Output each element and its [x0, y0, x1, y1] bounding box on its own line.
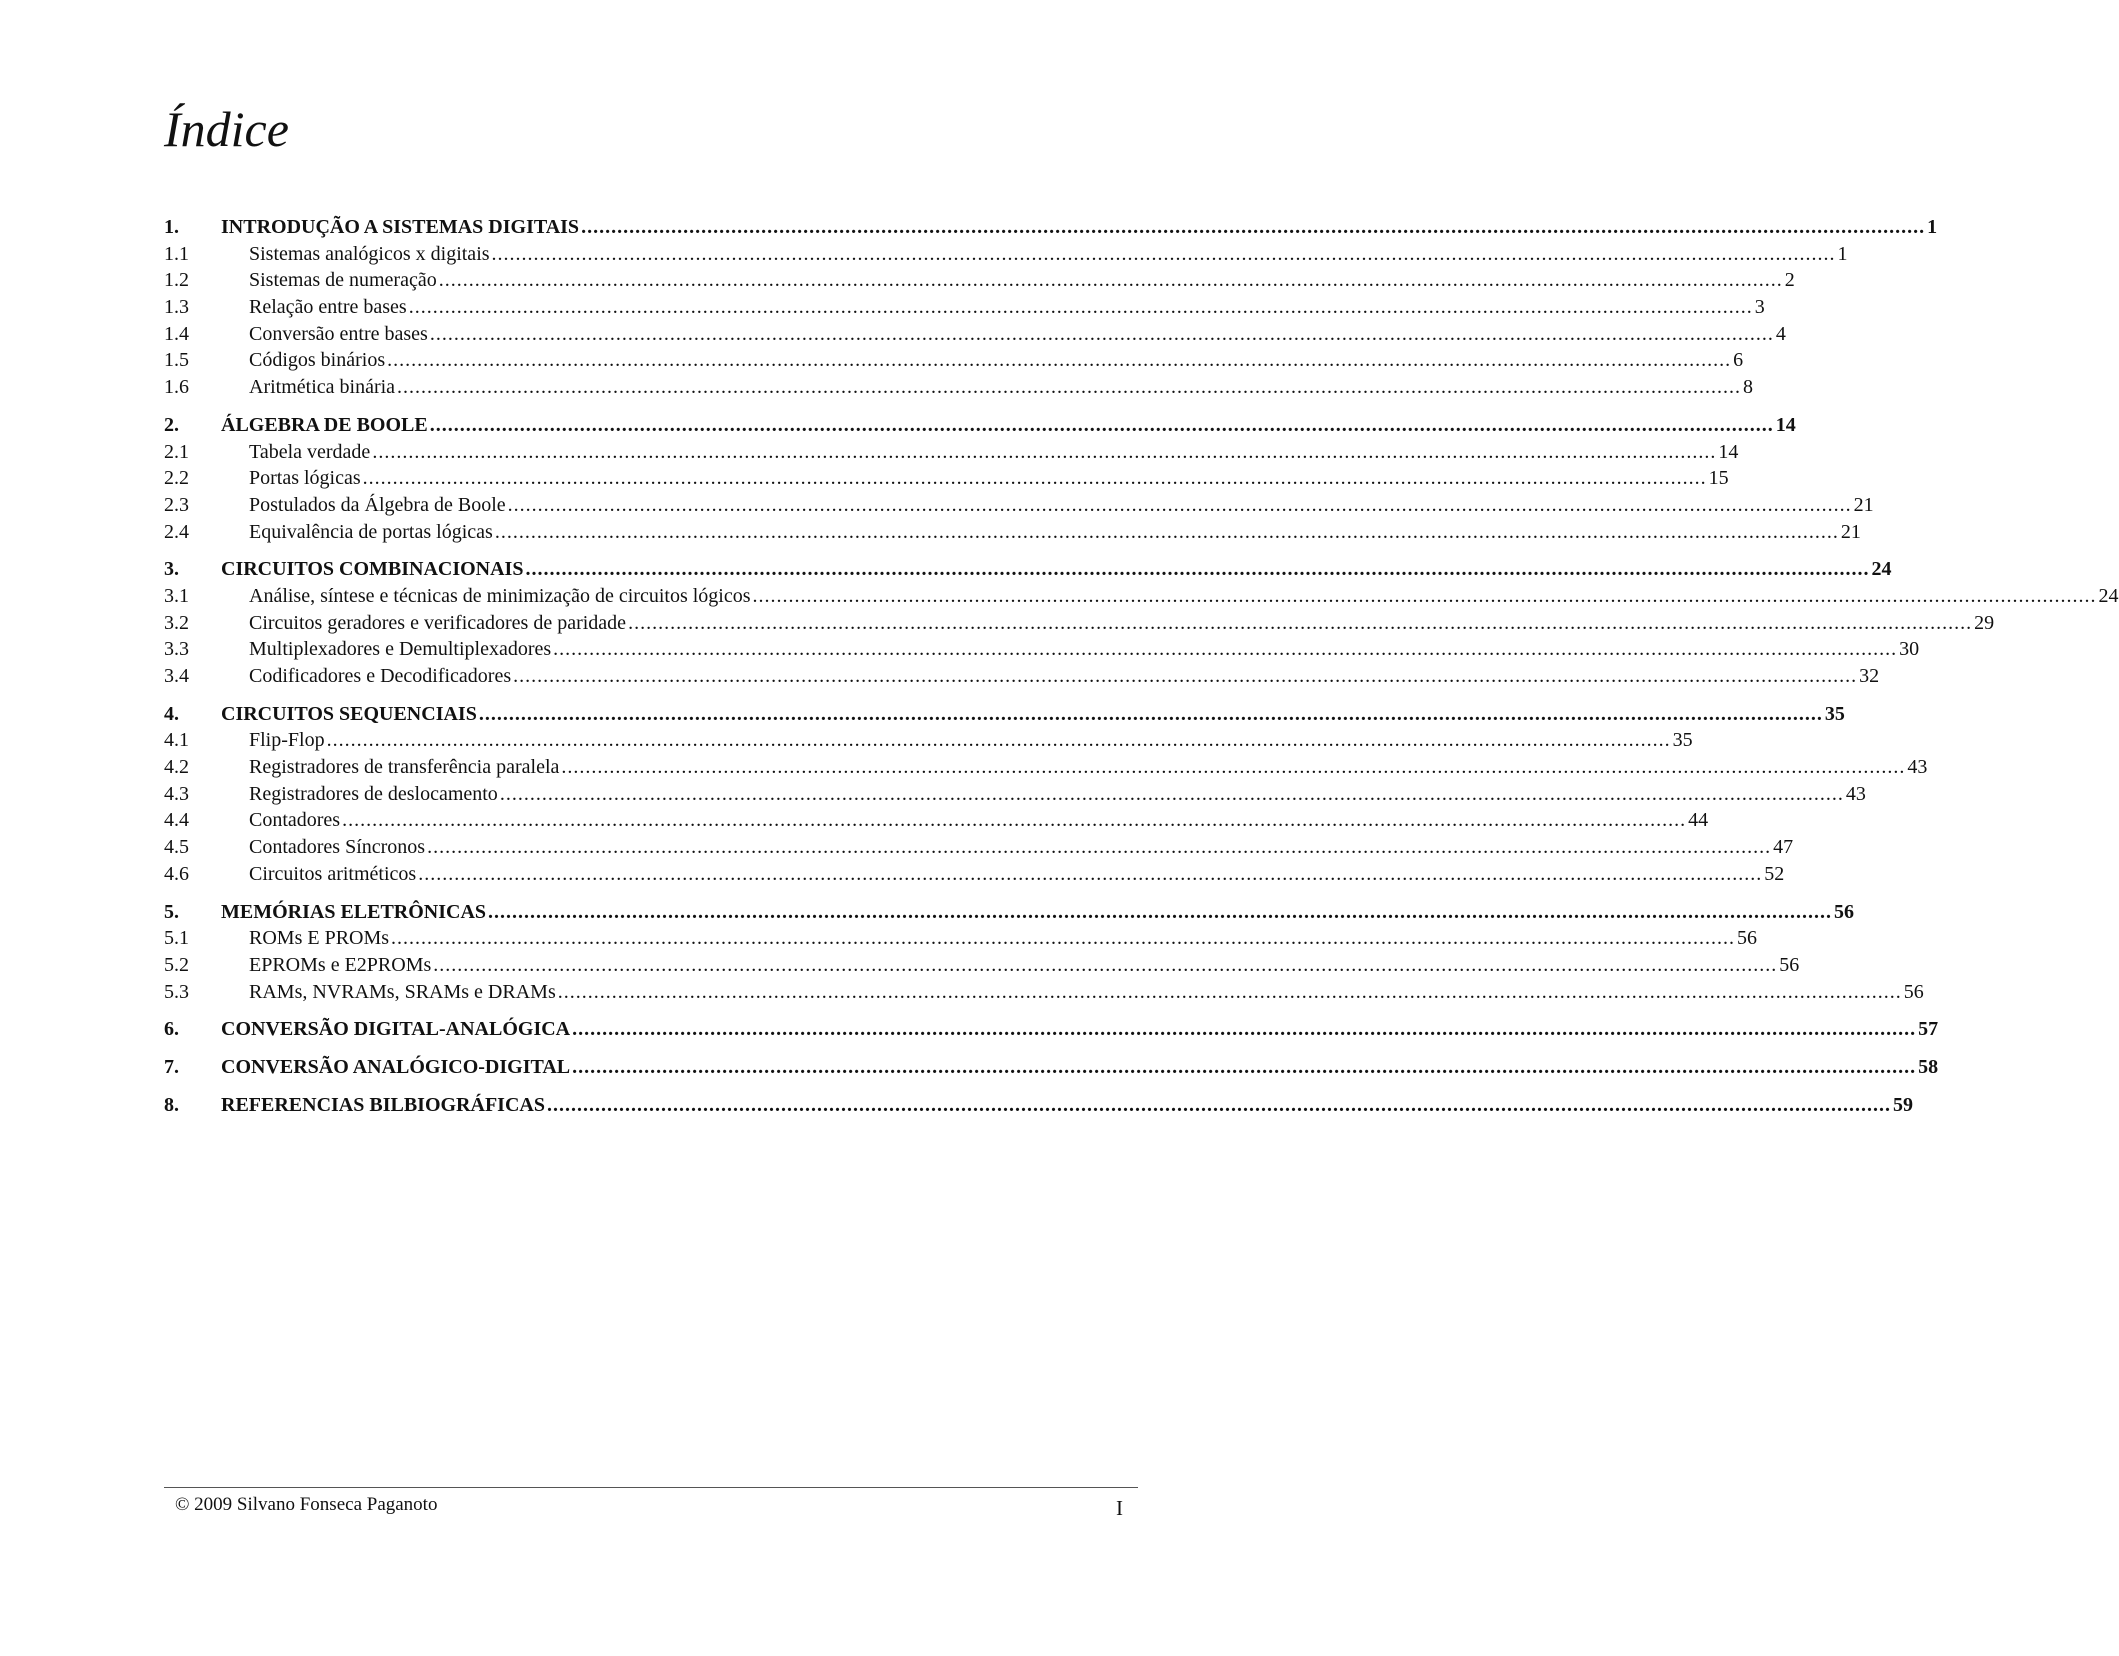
- toc-entry-number: 4.: [164, 702, 179, 725]
- toc-entry-title: Contadores Síncronos: [249, 836, 426, 859]
- toc-entry-title: Conversão entre bases: [249, 322, 428, 345]
- toc-entry-number: 3.: [164, 558, 179, 581]
- toc-chapter-entry[interactable]: [164, 214, 1938, 241]
- toc-entry-page: 44: [1688, 809, 1709, 832]
- toc-dot-leader: [340, 807, 1688, 834]
- toc-entry-page: 14: [1775, 413, 1796, 436]
- toc-entry-number: 2.4: [164, 520, 189, 543]
- toc-section-entry[interactable]: [164, 465, 1729, 492]
- toc-entry-number: 2.3: [164, 493, 189, 516]
- toc-entry-number: 2.1: [164, 440, 189, 463]
- toc-entry-number: 4.4: [164, 809, 189, 832]
- toc-dot-leader: [579, 214, 1927, 241]
- toc-entry-page: 6: [1733, 349, 1744, 372]
- toc-chapter-entry[interactable]: [164, 556, 1892, 583]
- toc-entry-title: Sistemas de numeração: [249, 269, 437, 292]
- toc-dot-leader: [570, 1054, 1918, 1081]
- toc-entry-number: 3.3: [164, 638, 189, 661]
- toc-section-entry[interactable]: [164, 727, 1693, 754]
- toc-entry-page: 56: [1737, 927, 1758, 950]
- toc-entry-number: 1.3: [164, 296, 189, 319]
- toc-entry-title: CIRCUITOS COMBINACIONAIS: [221, 558, 524, 581]
- toc-entry-page: 21: [1840, 520, 1861, 543]
- toc-dot-leader: [431, 952, 1779, 979]
- toc-entry-title: Multiplexadores e Demultiplexadores: [249, 638, 552, 661]
- toc-dot-leader: [428, 321, 1776, 348]
- toc-entry-title: REFERENCIAS BILBIOGRÁFICAS: [221, 1093, 545, 1116]
- toc-dot-leader: [389, 925, 1737, 952]
- toc-entry-number: 5.2: [164, 953, 189, 976]
- toc-dot-leader: [493, 519, 1841, 546]
- toc-section-entry[interactable]: [164, 492, 1874, 519]
- toc-entry-number: 2.: [164, 413, 179, 436]
- toc-entry-number: 5.: [164, 900, 179, 923]
- toc-entry-number: 3.2: [164, 611, 189, 634]
- toc-dot-leader: [395, 374, 1743, 401]
- toc-entry-page: 1: [1927, 216, 1938, 238]
- toc-entry-page: 21: [1853, 493, 1874, 516]
- toc-entry-page: 30: [1899, 638, 1920, 661]
- toc-section-entry[interactable]: [164, 834, 1794, 861]
- toc-entry-title: Contadores: [249, 809, 341, 832]
- toc-entry-title: Registradores de deslocamento: [249, 782, 498, 805]
- toc-dot-leader: [437, 267, 1785, 294]
- toc-section-entry[interactable]: [164, 267, 1795, 294]
- toc-entry-title: Codificadores e Decodificadores: [249, 665, 512, 687]
- toc-entry-page: 59: [1892, 1093, 1913, 1116]
- toc-dot-leader: [385, 347, 1733, 374]
- toc-section-entry[interactable]: [164, 979, 1924, 1006]
- toc-dot-leader: [545, 1092, 1893, 1119]
- toc-section-entry[interactable]: [164, 321, 1786, 348]
- toc-entry-number: 1.: [164, 216, 179, 238]
- toc-entry-page: 8: [1743, 376, 1754, 399]
- footer-copyright: © 2009 Silvano Fonseca Paganoto: [175, 1494, 438, 1515]
- toc-entry-number: 6.: [164, 1018, 179, 1041]
- toc-section-entry[interactable]: [164, 374, 1754, 401]
- toc-entry-number: 1.4: [164, 322, 189, 345]
- toc-dot-leader: [498, 781, 1846, 808]
- toc-entry-number: 3.4: [164, 665, 189, 687]
- toc-section-entry[interactable]: [164, 663, 1880, 690]
- toc-entry-number: 4.1: [164, 729, 189, 752]
- toc-entry-page: 29: [1974, 611, 1995, 634]
- toc-entry-number: 7.: [164, 1055, 179, 1078]
- toc-entry-title: Registradores de transferência paralela: [249, 756, 560, 779]
- toc-section-entry[interactable]: [164, 347, 1744, 374]
- toc-entry-number: 3.1: [164, 584, 189, 607]
- toc-entry-title: Análise, síntese e técnicas de minimização de circuitos lógicos: [249, 584, 751, 607]
- toc-chapter-entry[interactable]: [164, 701, 1845, 728]
- toc-entry-title: Sistemas analógicos x digitais: [249, 242, 490, 265]
- toc-chapter-entry[interactable]: [164, 1092, 1913, 1119]
- toc-entry-page: 35: [1824, 702, 1845, 725]
- toc-entry-title: Tabela verdade: [249, 440, 371, 463]
- toc-entry-page: 14: [1718, 440, 1739, 463]
- toc-section-entry[interactable]: [164, 952, 1800, 979]
- toc-section-entry[interactable]: [164, 636, 1920, 663]
- toc-dot-leader: [477, 701, 1825, 728]
- toc-dot-leader: [370, 439, 1718, 466]
- toc-chapter-entry[interactable]: [164, 899, 1855, 926]
- toc-dot-leader: [361, 465, 1709, 492]
- footer-page-number: I: [1116, 1496, 1123, 1520]
- toc-entry-title: Postulados da Álgebra de Boole: [249, 493, 506, 516]
- toc-entry-page: 43: [1845, 782, 1866, 805]
- toc-section-entry[interactable]: [164, 925, 1758, 952]
- toc-entry-title: Aritmética binária: [249, 376, 396, 399]
- toc-dot-leader: [407, 294, 1755, 321]
- toc-entry-title: Circuitos aritméticos: [249, 862, 417, 885]
- toc-chapter-entry[interactable]: [164, 1054, 1939, 1081]
- toc-entry-number: 1.5: [164, 349, 189, 372]
- toc-section-entry[interactable]: [164, 754, 1928, 781]
- toc-entry-title: ROMs E PROMs: [249, 927, 390, 950]
- toc-entry-page: 1: [1837, 242, 1848, 265]
- toc-dot-leader: [490, 241, 1838, 268]
- table-of-contents: [164, 214, 2119, 1118]
- toc-entry-page: 15: [1708, 467, 1729, 490]
- toc-entry-title: CIRCUITOS SEQUENCIAIS: [221, 702, 477, 725]
- toc-entry-title: Portas lógicas: [249, 467, 361, 490]
- toc-entry-title: Códigos binários: [249, 349, 386, 372]
- toc-entry-number: 5.3: [164, 980, 189, 1003]
- toc-section-entry[interactable]: [164, 610, 1995, 637]
- toc-entry-page: 24: [2098, 584, 2119, 607]
- toc-entry-title: Equivalência de portas lógicas: [249, 520, 493, 543]
- toc-dot-leader: [506, 492, 1854, 519]
- toc-dot-leader: [559, 754, 1907, 781]
- toc-chapter-entry[interactable]: [164, 1016, 1939, 1043]
- toc-dot-leader: [523, 556, 1871, 583]
- toc-entry-page: 43: [1907, 756, 1928, 779]
- toc-entry-page: 56: [1834, 900, 1855, 923]
- toc-entry-page: 47: [1773, 836, 1794, 859]
- toc-section-entry[interactable]: [164, 439, 1739, 466]
- toc-section-entry[interactable]: [164, 781, 1866, 808]
- toc-dot-leader: [511, 663, 1859, 690]
- toc-entry-title: Relação entre bases: [249, 296, 407, 319]
- toc-dot-leader: [425, 834, 1773, 861]
- toc-entry-page: 4: [1775, 322, 1786, 345]
- toc-entry-number: 4.2: [164, 756, 189, 779]
- toc-entry-page: 56: [1903, 980, 1924, 1003]
- toc-entry-title: RAMs, NVRAMs, SRAMs e DRAMs: [249, 980, 556, 1003]
- toc-entry-title: Flip-Flop: [249, 729, 325, 752]
- toc-entry-title: CONVERSÃO ANALÓGICO-DIGITAL: [221, 1055, 571, 1078]
- toc-dot-leader: [556, 979, 1904, 1006]
- toc-dot-leader: [570, 1016, 1918, 1043]
- toc-entry-number: 4.6: [164, 862, 189, 885]
- toc-section-entry[interactable]: [164, 241, 1848, 268]
- toc-entry-number: 4.3: [164, 782, 189, 805]
- toc-entry-page: 56: [1779, 953, 1800, 976]
- toc-entry-page: 24: [1871, 558, 1892, 581]
- toc-chapter-entry[interactable]: [164, 412, 1796, 439]
- toc-section-entry[interactable]: [164, 807, 1709, 834]
- toc-entry-title: EPROMs e E2PROMs: [249, 953, 432, 976]
- toc-entry-number: 5.1: [164, 927, 189, 950]
- toc-dot-leader: [486, 899, 1834, 926]
- toc-entry-title: MEMÓRIAS ELETRÔNICAS: [221, 900, 487, 923]
- toc-entry-page: 52: [1764, 862, 1785, 885]
- toc-entry-number: 1.6: [164, 376, 189, 399]
- toc-section-entry[interactable]: [164, 583, 2119, 610]
- toc-entry-number: 1.1: [164, 242, 189, 265]
- toc-entry-number: 1.2: [164, 269, 189, 292]
- toc-dot-leader: [626, 610, 1974, 637]
- toc-entry-title: CONVERSÃO DIGITAL-ANALÓGICA: [221, 1018, 571, 1041]
- toc-dot-leader: [551, 636, 1899, 663]
- toc-entry-page: 58: [1918, 1055, 1939, 1078]
- footer-divider: [164, 1487, 1138, 1488]
- toc-entry-title: Circuitos geradores e verificadores de paridade: [249, 611, 627, 634]
- toc-section-entry[interactable]: [164, 861, 1785, 888]
- toc-entry-page: 57: [1918, 1018, 1939, 1041]
- page-title: Índice: [164, 101, 289, 157]
- toc-entry-title: INTRODUÇÃO A SISTEMAS DIGITAIS: [221, 216, 580, 238]
- toc-entry-number: 2.2: [164, 467, 189, 490]
- toc-dot-leader: [428, 412, 1776, 439]
- toc-entry-number: 8.: [164, 1093, 179, 1116]
- toc-dot-leader: [416, 861, 1764, 888]
- toc-entry-page: 32: [1859, 665, 1880, 687]
- toc-entry-title: ÁLGEBRA DE BOOLE: [221, 413, 428, 436]
- toc-entry-page: 3: [1754, 296, 1765, 319]
- toc-section-entry[interactable]: [164, 294, 1765, 321]
- toc-entry-page: 2: [1784, 269, 1795, 292]
- toc-section-entry[interactable]: [164, 519, 1861, 546]
- toc-dot-leader: [751, 583, 2099, 610]
- toc-entry-number: 4.5: [164, 836, 189, 859]
- toc-dot-leader: [325, 727, 1673, 754]
- toc-entry-page: 35: [1672, 729, 1693, 752]
